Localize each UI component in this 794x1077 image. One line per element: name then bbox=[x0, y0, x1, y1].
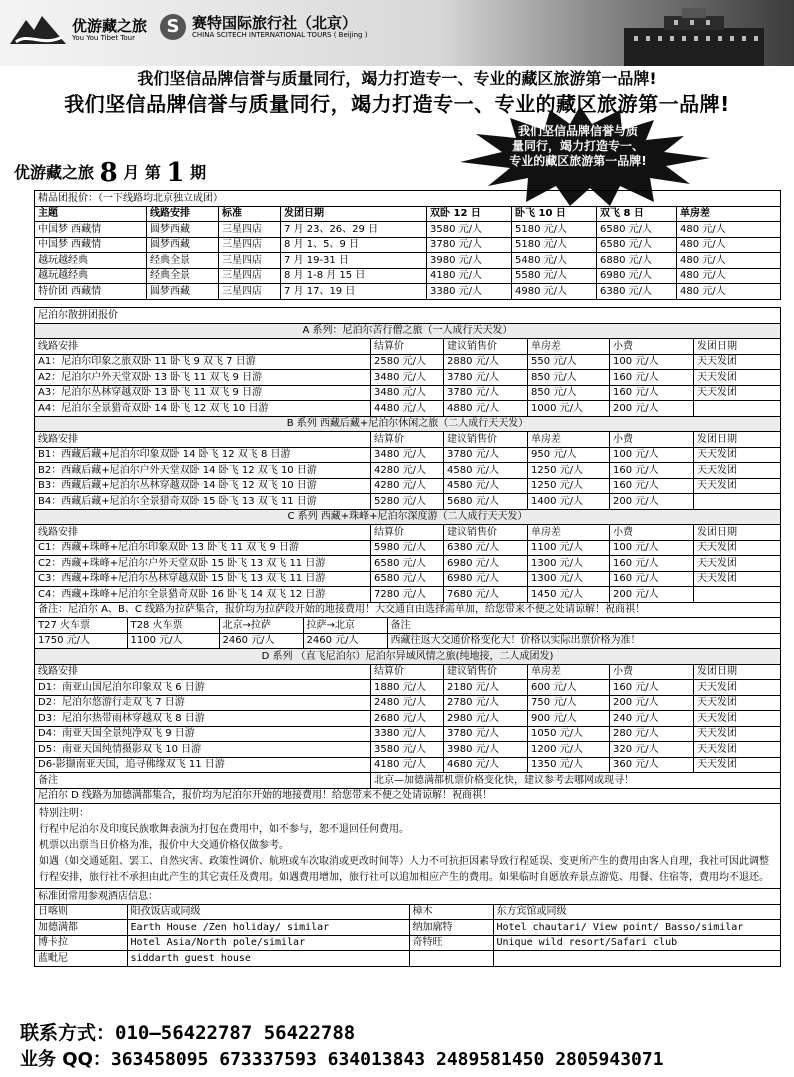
table-cell: D4：南亚天国全景纯净双飞 9 日游 bbox=[35, 726, 371, 742]
table-cell: Earth House /Zen holiday/ similar bbox=[127, 920, 409, 936]
table-cell: 越玩越经典 bbox=[35, 268, 147, 284]
table-cell: A2：尼泊尔户外天堂双卧 13 卧飞 11 双飞 9 日游 bbox=[35, 370, 371, 386]
table-cell: 2180 元/人 bbox=[444, 680, 528, 696]
note-d-label: 备注 bbox=[35, 773, 371, 789]
table-cell: 天天发团 bbox=[694, 385, 781, 401]
table-cell: 天天发团 bbox=[694, 540, 781, 556]
table-cell: 小费 bbox=[610, 432, 694, 448]
series-title: C 系列 西藏+珠峰+尼泊尔深度游（二人成行天天发） bbox=[35, 509, 781, 525]
table-row bbox=[35, 284, 781, 300]
table-cell: C3：西藏+珠峰+尼泊尔丛林穿越双卧 15 卧飞 13 双飞 11 日游 bbox=[35, 571, 371, 587]
table-cell: 5580 元/人 bbox=[512, 268, 597, 284]
table-cell: 三星四店 bbox=[219, 253, 281, 269]
table-row bbox=[35, 556, 781, 572]
table-cell: 三星四店 bbox=[219, 222, 281, 238]
table-cell: 100 元/人 bbox=[610, 447, 694, 463]
table-cell: 小费 bbox=[610, 664, 694, 680]
table-cell: 480 元/人 bbox=[677, 284, 781, 300]
table-cell: 结算价 bbox=[371, 339, 444, 355]
table-cell: 3980 元/人 bbox=[444, 742, 528, 758]
table-cell: B4：西藏后藏+尼泊尔全景猎奇双卧 15 卧飞 13 双飞 11 日游 bbox=[35, 494, 371, 510]
table-cell: 小费 bbox=[610, 525, 694, 541]
series-title: D 系列 （直飞尼泊尔）尼泊尔异域风情之旅(纯地接，二人成团发) bbox=[35, 649, 781, 665]
table-cell: 1250 元/人 bbox=[528, 478, 610, 494]
table-row bbox=[35, 726, 781, 742]
table-cell: 1250 元/人 bbox=[528, 463, 610, 479]
table-cell: 6980 元/人 bbox=[444, 556, 528, 572]
table-cell: 900 元/人 bbox=[528, 711, 610, 727]
table-cell: 200 元/人 bbox=[610, 587, 694, 603]
table-cell: 750 元/人 bbox=[528, 695, 610, 711]
table-cell: 160 元/人 bbox=[610, 571, 694, 587]
table-cell: 越玩越经典 bbox=[35, 253, 147, 269]
issue-title: 优游藏之旅 8 月 第 1 期 bbox=[14, 158, 207, 188]
table-cell: 天天发团 bbox=[694, 757, 781, 773]
table-cell: 360 元/人 bbox=[610, 757, 694, 773]
table-cell: 结算价 bbox=[371, 525, 444, 541]
table-cell: 1450 元/人 bbox=[528, 587, 610, 603]
table-row bbox=[35, 904, 781, 966]
table-cell: 特价团 西藏情 bbox=[35, 284, 147, 300]
table-cell: 发团日期 bbox=[694, 432, 781, 448]
table-cell: 1000 元/人 bbox=[528, 401, 610, 417]
table-cell: 日喀则 bbox=[35, 905, 127, 920]
table-cell: 中国梦 西藏情 bbox=[35, 222, 147, 238]
table-cell: D6-影撷南亚天国，追寻佛缘双飞 11 日游 bbox=[35, 757, 371, 773]
table-cell: 3780 元/人 bbox=[444, 385, 528, 401]
table-cell bbox=[694, 494, 781, 510]
table-cell: 600 元/人 bbox=[528, 680, 610, 696]
table-cell: 三星四店 bbox=[219, 284, 281, 300]
logo1-cn: 优游藏之旅 bbox=[72, 16, 148, 35]
table-cell: 100 元/人 bbox=[610, 354, 694, 370]
table-row bbox=[35, 416, 781, 432]
table-cell: 奇特旺 bbox=[409, 935, 493, 951]
table-cell: 4580 元/人 bbox=[444, 478, 528, 494]
table-cell: 结算价 bbox=[371, 664, 444, 680]
table-cell: 纳加廓特 bbox=[409, 920, 493, 936]
table-cell: 6580 元/人 bbox=[371, 571, 444, 587]
table-cell: Unique wild resort/Safari club bbox=[493, 935, 781, 951]
table-cell: 线路安排 bbox=[35, 525, 371, 541]
table-cell: 建议销售价 bbox=[444, 525, 528, 541]
table-cell: 1880 元/人 bbox=[371, 680, 444, 696]
table-cell: 圆梦西藏 bbox=[147, 237, 219, 253]
issue-number: 1 bbox=[166, 158, 185, 188]
table-cell: D3：尼泊尔热带雨林穿越双飞 8 日游 bbox=[35, 711, 371, 727]
transport-table: T27 火车票 T28 火车票 北京→拉萨 拉萨→北京 备注 1750 元/人 1100 元/人 2460 元/人 2460 元/人 西藏往返大交通价格变化大！价格以实际出票价格为准！ bbox=[35, 618, 781, 648]
starburst-text: 我们坚信品牌信誉与质 量同行，竭力打造专一、 专业的藏区旅游第一品牌! bbox=[509, 124, 647, 168]
table-cell: 160 元/人 bbox=[610, 478, 694, 494]
table-cell: 550 元/人 bbox=[528, 354, 610, 370]
special-line: 机票以出票当日价格为准，报价中大交通价格仅做参考。 bbox=[39, 840, 289, 851]
nepal-price-table bbox=[34, 307, 781, 967]
table-cell: 3980 元/人 bbox=[427, 253, 512, 269]
table-cell: 7 月 19-31 日 bbox=[281, 253, 427, 269]
table-cell: 3780 元/人 bbox=[444, 726, 528, 742]
table-row bbox=[35, 385, 781, 401]
contact-qq: 业务 QQ：363458095 673337593 634013843 2489581450 2805943071 bbox=[20, 1049, 664, 1070]
table-cell: B3：西藏后藏+尼泊尔丛林穿越双卧 14 卧飞 12 双飞 10 日游 bbox=[35, 478, 371, 494]
table-cell: 8 月 1、5、9 日 bbox=[281, 237, 427, 253]
table-row bbox=[35, 695, 781, 711]
table-cell: 160 元/人 bbox=[610, 463, 694, 479]
table-cell: 中国梦 西藏情 bbox=[35, 237, 147, 253]
special-line: 如遇（如交通延阻、罢工、自然灾害、政策性调价、航班或车次取消或更改时间等）人力不可抗拒因素导致行程延误、变更所产生的费用由客人自理，我社可因此调整行程安排，旅行社不承担由此产生的其它责任及费用。如遇费用增加，旅行社可以追加相应产生的费用。如果临时自愿放弃景点游览、用餐、住宿等，费用均不退还。 bbox=[39, 856, 769, 883]
table-cell: 160 元/人 bbox=[610, 680, 694, 696]
table-cell bbox=[493, 951, 781, 966]
table-row bbox=[35, 191, 781, 207]
table-cell: 建议销售价 bbox=[444, 664, 528, 680]
table-cell: A4：尼泊尔全景猎奇双卧 14 卧飞 12 双飞 10 日游 bbox=[35, 401, 371, 417]
table-row bbox=[35, 905, 781, 920]
table-cell: 4280 元/人 bbox=[371, 478, 444, 494]
table-cell: 3380 元/人 bbox=[427, 284, 512, 300]
table-cell: 480 元/人 bbox=[677, 222, 781, 238]
table-cell: C1：西藏+珠峰+尼泊尔印象双卧 13 卧飞 11 双飞 9 日游 bbox=[35, 540, 371, 556]
table-cell: 2780 元/人 bbox=[444, 695, 528, 711]
table-cell: A1：尼泊尔印象之旅双卧 11 卧飞 9 双飞 7 日游 bbox=[35, 354, 371, 370]
note-abc: 备注：尼泊尔 A、B、C 线路为拉萨集合，报价均为拉萨段开始的地接费用！大交通自由选择需单加，给您带来不便之处请谅解！祝商祺！ bbox=[35, 602, 781, 618]
table-cell: 天天发团 bbox=[694, 370, 781, 386]
table-cell: 单房差 bbox=[528, 432, 610, 448]
contact-phone: 联系方式：010—56422787 56422788 bbox=[20, 1022, 356, 1044]
table-cell: 3580 元/人 bbox=[427, 222, 512, 238]
table-row bbox=[35, 587, 781, 603]
table-row bbox=[35, 920, 781, 936]
table-cell: 3780 元/人 bbox=[444, 447, 528, 463]
table-cell: 4180 元/人 bbox=[371, 757, 444, 773]
table-cell: 发团日期 bbox=[694, 339, 781, 355]
hotel-table bbox=[35, 905, 781, 966]
table-cell: 320 元/人 bbox=[610, 742, 694, 758]
table-cell: 5480 元/人 bbox=[512, 253, 597, 269]
you-you-tibet-logo bbox=[8, 10, 147, 50]
table-cell: 200 元/人 bbox=[610, 695, 694, 711]
table-cell: 天天发团 bbox=[694, 711, 781, 727]
table-cell: A3：尼泊尔丛林穿越双卧 13 卧飞 11 双飞 9 日游 bbox=[35, 385, 371, 401]
table-cell: 3580 元/人 bbox=[371, 742, 444, 758]
table-row bbox=[35, 370, 781, 386]
table-row bbox=[35, 571, 781, 587]
table-cell: 950 元/人 bbox=[528, 447, 610, 463]
table-cell: 建议销售价 bbox=[444, 432, 528, 448]
table-row bbox=[35, 649, 781, 665]
table-row bbox=[35, 509, 781, 525]
table-cell: 200 元/人 bbox=[610, 401, 694, 417]
table-row bbox=[35, 680, 781, 696]
table-cell: 3480 元/人 bbox=[371, 447, 444, 463]
table-cell: 240 元/人 bbox=[610, 711, 694, 727]
table-cell: 圆梦西藏 bbox=[147, 284, 219, 300]
table-row bbox=[35, 253, 781, 269]
table-cell: 3480 元/人 bbox=[371, 385, 444, 401]
logo1-en: You You Tibet Tour bbox=[72, 33, 135, 42]
table-cell: 阳孜饭店或同级 bbox=[127, 905, 409, 920]
table-cell: 6980 元/人 bbox=[444, 571, 528, 587]
table-cell: 6380 元/人 bbox=[597, 284, 677, 300]
table-cell: 樟木 bbox=[409, 905, 493, 920]
table-cell: 480 元/人 bbox=[677, 268, 781, 284]
table-row bbox=[35, 889, 781, 905]
table-cell: 3380 元/人 bbox=[371, 726, 444, 742]
table-cell: 7280 元/人 bbox=[371, 587, 444, 603]
table-cell: 经典全景 bbox=[147, 268, 219, 284]
table-cell: 建议销售价 bbox=[444, 339, 528, 355]
table-cell: 博卡拉 bbox=[35, 935, 127, 951]
group-price-table bbox=[34, 190, 781, 300]
table-cell: 天天发团 bbox=[694, 556, 781, 572]
table-row bbox=[35, 222, 781, 238]
table-row bbox=[35, 323, 781, 339]
table-cell: 天天发团 bbox=[694, 463, 781, 479]
table-row bbox=[35, 951, 781, 966]
table-cell: 2480 元/人 bbox=[371, 695, 444, 711]
series-title: B 系列 西藏后藏+尼泊尔休闲之旅（二人成行天天发） bbox=[35, 416, 781, 432]
table-cell: 2980 元/人 bbox=[444, 711, 528, 727]
hotel-title: 标准团常用参观酒店信息： bbox=[35, 889, 781, 905]
table-cell: 5180 元/人 bbox=[512, 237, 597, 253]
special-line: 行程中尼泊尔及印度民族歌舞表演为打包在费用中，如不参与，恕不退回任何费用。 bbox=[39, 824, 409, 835]
table-row bbox=[35, 618, 781, 649]
table-cell: 天天发团 bbox=[694, 695, 781, 711]
table-row bbox=[35, 237, 781, 253]
scitech-logo bbox=[160, 14, 367, 40]
slogan-small: 我们坚信品牌信誉与质量同行，竭力打造专一、专业的藏区旅游第一品牌! bbox=[137, 69, 657, 88]
table-row bbox=[35, 540, 781, 556]
table-cell: 发团日期 bbox=[694, 525, 781, 541]
table-row bbox=[35, 268, 781, 284]
table-cell: 4580 元/人 bbox=[444, 463, 528, 479]
table-cell: 结算价 bbox=[371, 432, 444, 448]
table-cell: 蓝毗尼 bbox=[35, 951, 127, 966]
table-cell: D1：南亚山国尼泊尔印象双飞 6 日游 bbox=[35, 680, 371, 696]
table-cell: 3780 元/人 bbox=[427, 237, 512, 253]
table-cell: 160 元/人 bbox=[610, 556, 694, 572]
table-cell: 1400 元/人 bbox=[528, 494, 610, 510]
table-cell: 280 元/人 bbox=[610, 726, 694, 742]
qq-numbers: 363458095 673337593 634013843 2489581450 2805943071 bbox=[110, 1049, 664, 1070]
table-cell: 发团日期 bbox=[694, 664, 781, 680]
table-cell: 480 元/人 bbox=[677, 237, 781, 253]
table-cell: 天天发团 bbox=[694, 742, 781, 758]
table-cell: 单房差 bbox=[528, 525, 610, 541]
table-cell: 2580 元/人 bbox=[371, 354, 444, 370]
table-cell: 4980 元/人 bbox=[512, 284, 597, 300]
table-cell: B1：西藏后藏+尼泊尔印象双卧 14 卧飞 12 双飞 8 日游 bbox=[35, 447, 371, 463]
table-cell: C4：西藏+珠峰+尼泊尔全景猎奇双卧 16 卧飞 14 双飞 12 日游 bbox=[35, 587, 371, 603]
table-cell: 2680 元/人 bbox=[371, 711, 444, 727]
special-title: 特别注明： bbox=[39, 808, 89, 819]
table-cell: 1200 元/人 bbox=[528, 742, 610, 758]
table-cell: 5280 元/人 bbox=[371, 494, 444, 510]
table-cell: 4480 元/人 bbox=[371, 401, 444, 417]
issue-month: 8 bbox=[99, 158, 118, 188]
table-cell: 850 元/人 bbox=[528, 385, 610, 401]
table-cell: 东方宾馆或同级 bbox=[493, 905, 781, 920]
logo2-en: CHINA SCITECH INTERNATIONAL TOURS ( Beijing ) bbox=[192, 30, 368, 39]
table-cell: Hotel chautari/ View point/ Basso/similar bbox=[493, 920, 781, 936]
table-cell: 单房差 bbox=[528, 339, 610, 355]
series-title: A 系列：尼泊尔苦行僧之旅（一人成行天天发） bbox=[35, 323, 781, 339]
table-cell: 5680 元/人 bbox=[444, 494, 528, 510]
s-logo-icon: S bbox=[160, 14, 186, 40]
table-cell: 850 元/人 bbox=[528, 370, 610, 386]
table-cell: 3480 元/人 bbox=[371, 370, 444, 386]
table-cell: 6880 元/人 bbox=[597, 253, 677, 269]
table-cell: 小费 bbox=[610, 339, 694, 355]
slogan-large: 我们坚信品牌信誉与质量同行，竭力打造专一、专业的藏区旅游第一品牌! bbox=[64, 92, 730, 116]
table-row bbox=[35, 339, 781, 355]
logo2-cn: 赛特国际旅行社（北京） bbox=[192, 13, 358, 32]
table-cell: 1050 元/人 bbox=[528, 726, 610, 742]
table-cell: 5980 元/人 bbox=[371, 540, 444, 556]
table-cell: 天天发团 bbox=[694, 447, 781, 463]
table-cell: 8 月 1-8 月 15 日 bbox=[281, 268, 427, 284]
table-cell: 天天发团 bbox=[694, 478, 781, 494]
table-cell: 100 元/人 bbox=[610, 540, 694, 556]
table-cell: 7 月 17、19 日 bbox=[281, 284, 427, 300]
table-cell: B2：西藏后藏+尼泊尔户外天堂双卧 14 卧飞 12 双飞 10 日游 bbox=[35, 463, 371, 479]
table-cell: 线路安排 bbox=[35, 432, 371, 448]
phone-numbers: 010—56422787 56422788 bbox=[115, 1022, 356, 1044]
table-cell: 天天发团 bbox=[694, 571, 781, 587]
table-cell: 4280 元/人 bbox=[371, 463, 444, 479]
table-cell: 三星四店 bbox=[219, 268, 281, 284]
table-cell: 线路安排 bbox=[35, 339, 371, 355]
table-cell: 7 月 23、26、29 日 bbox=[281, 222, 427, 238]
potala-palace-icon bbox=[594, 6, 794, 66]
table-row bbox=[35, 804, 781, 889]
nepal-title: 尼泊尔散拼团报价 bbox=[35, 308, 781, 324]
table-cell: 7680 元/人 bbox=[444, 587, 528, 603]
table-cell: siddarth guest house bbox=[127, 951, 409, 966]
table-cell: 2880 元/人 bbox=[444, 354, 528, 370]
table-cell: 200 元/人 bbox=[610, 494, 694, 510]
table-row bbox=[35, 478, 781, 494]
table-cell bbox=[694, 587, 781, 603]
table-cell: 160 元/人 bbox=[610, 385, 694, 401]
table-cell: 4180 元/人 bbox=[427, 268, 512, 284]
table-row bbox=[35, 935, 781, 951]
table-cell: 6580 元/人 bbox=[597, 222, 677, 238]
table-cell: 三星四店 bbox=[219, 237, 281, 253]
table-cell: D2：尼泊尔悠游行走双飞 7 日游 bbox=[35, 695, 371, 711]
table-cell: 1100 元/人 bbox=[528, 540, 610, 556]
table-cell: 单房差 bbox=[528, 664, 610, 680]
table-row bbox=[35, 401, 781, 417]
table-row bbox=[35, 664, 781, 680]
table-row bbox=[35, 602, 781, 618]
table-row bbox=[35, 757, 781, 773]
table-cell: 6380 元/人 bbox=[444, 540, 528, 556]
table-cell: 天天发团 bbox=[694, 726, 781, 742]
table-cell: 3780 元/人 bbox=[444, 370, 528, 386]
table-cell: C2：西藏+珠峰+尼泊尔户外天堂双卧 15 卧飞 13 双飞 11 日游 bbox=[35, 556, 371, 572]
table-cell: Hotel Asia/North pole/similar bbox=[127, 935, 409, 951]
header-banner bbox=[0, 0, 794, 66]
note-d-text: 北京—加德满都机票价格变化快，建议参考去哪网或现寻！ bbox=[371, 773, 781, 789]
table-cell: 1350 元/人 bbox=[528, 757, 610, 773]
table-row bbox=[35, 463, 781, 479]
table-cell bbox=[409, 951, 493, 966]
table-cell: 5180 元/人 bbox=[512, 222, 597, 238]
table-cell bbox=[694, 401, 781, 417]
table-cell: 经典全景 bbox=[147, 253, 219, 269]
table-row bbox=[35, 308, 781, 324]
table-cell: 4680 元/人 bbox=[444, 757, 528, 773]
table-cell: D5：南亚天国纯情摄影双飞 10 日游 bbox=[35, 742, 371, 758]
table-row bbox=[35, 447, 781, 463]
table-row bbox=[35, 354, 781, 370]
table-row bbox=[35, 494, 781, 510]
table-cell: 6580 元/人 bbox=[597, 237, 677, 253]
table-cell: 1300 元/人 bbox=[528, 556, 610, 572]
table-cell: 线路安排 bbox=[35, 664, 371, 680]
table-row bbox=[35, 432, 781, 448]
table-cell: 480 元/人 bbox=[677, 253, 781, 269]
table-cell: 天天发团 bbox=[694, 680, 781, 696]
table-cell: 160 元/人 bbox=[610, 370, 694, 386]
table-cell: 6580 元/人 bbox=[371, 556, 444, 572]
table-row bbox=[35, 525, 781, 541]
table-row bbox=[35, 742, 781, 758]
note-d2: 尼泊尔 D 线路为加德满都集合，报价均为尼泊尔开始的地接费用！给您带来不便之处请谅解！祝商祺！ bbox=[35, 788, 781, 804]
mountain-logo-icon bbox=[8, 10, 68, 50]
table-cell: 圆梦西藏 bbox=[147, 222, 219, 238]
table-row: 主题 线路安排 标准 发团日期 双卧 12 日 卧飞 10 日 双飞 8 日 单房差 bbox=[35, 206, 781, 222]
table-row bbox=[35, 788, 781, 804]
table-cell: 6980 元/人 bbox=[597, 268, 677, 284]
group-title: 精品团报价：（一下线路均北京独立成团） bbox=[35, 191, 781, 207]
table-cell: 天天发团 bbox=[694, 354, 781, 370]
table-cell: 1300 元/人 bbox=[528, 571, 610, 587]
table-cell: 加德满都 bbox=[35, 920, 127, 936]
table-row bbox=[35, 773, 781, 789]
table-cell: 4880 元/人 bbox=[444, 401, 528, 417]
table-row bbox=[35, 711, 781, 727]
